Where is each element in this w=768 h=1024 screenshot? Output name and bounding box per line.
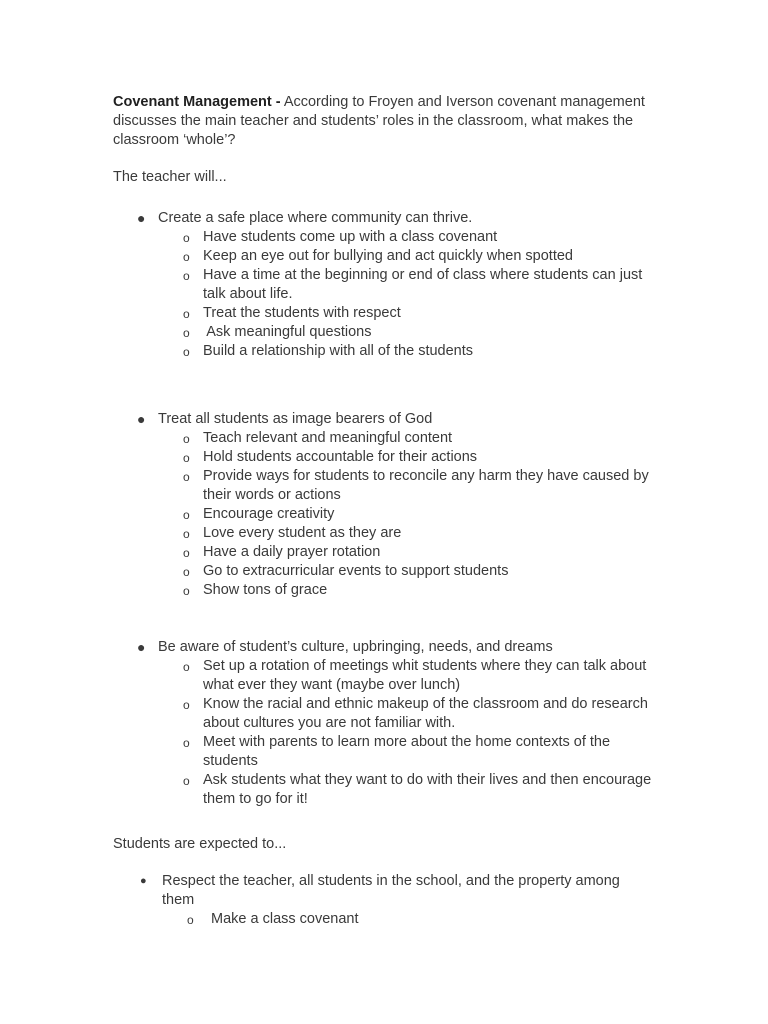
sub-list	[158, 429, 728, 600]
bullet-text: Treat all students as image bearers of God	[158, 411, 433, 427]
sub-item	[183, 342, 653, 361]
sub-list	[162, 910, 642, 929]
sub-item	[183, 771, 653, 809]
teacher-list	[113, 209, 728, 809]
section-heading: Covenant Management -	[113, 94, 281, 110]
sub-item-text: Love every student as they are	[203, 525, 402, 541]
circle-bullet-icon: o	[183, 774, 190, 788]
circle-bullet-icon: o	[183, 546, 190, 560]
sub-item	[183, 266, 653, 304]
teacher-point-2	[113, 410, 728, 600]
intro-text: According to Froyen and Iverson covenant management discusses the main teacher and students’ roles in the classroom, what makes the classroom ‘whole’?	[113, 94, 645, 148]
circle-bullet-icon: o	[183, 231, 190, 245]
circle-bullet-icon: o	[183, 269, 190, 283]
sub-item-text: Ask meaningful questions	[203, 324, 372, 340]
teacher-label: The teacher will...	[113, 169, 227, 185]
teacher-point-3	[113, 638, 728, 809]
sub-item	[183, 657, 653, 695]
sub-item	[183, 323, 653, 342]
circle-bullet-icon: o	[183, 326, 190, 340]
bullet-text: Respect the teacher, all students in the school, and the property among them	[162, 873, 620, 908]
sub-item	[183, 448, 653, 467]
circle-bullet-icon: o	[183, 451, 190, 465]
sub-item	[183, 467, 653, 505]
sub-item-text: Make a class covenant	[207, 911, 359, 927]
sub-item-text: Know the racial and ethnic makeup of the classroom and do research about cultures you are not familiar with.	[203, 696, 648, 731]
sub-item-text: Go to extracurricular events to support students	[203, 563, 509, 579]
sub-item	[183, 505, 653, 524]
sub-item-text: Teach relevant and meaningful content	[203, 430, 453, 446]
sub-item	[183, 695, 653, 733]
circle-bullet-icon: o	[183, 527, 190, 541]
sub-item-text: Provide ways for students to reconcile any harm they have caused by their words or actions	[203, 468, 649, 503]
sub-item-text: Treat the students with respect	[203, 305, 401, 321]
sub-item	[183, 247, 653, 266]
intro-paragraph	[113, 93, 653, 150]
sub-item-text: Ask students what they want to do with their lives and then encourage them to go for it!	[203, 772, 652, 807]
sub-item	[183, 524, 653, 543]
sub-item	[183, 581, 653, 600]
sub-list	[158, 657, 728, 809]
bullet-icon: ●	[140, 875, 147, 887]
bullet-text: Be aware of student’s culture, upbringing, needs, and dreams	[158, 639, 553, 655]
circle-bullet-icon: o	[183, 698, 190, 712]
sub-item-text: Show tons of grace	[203, 582, 328, 598]
sub-item	[187, 910, 657, 929]
circle-bullet-icon: o	[183, 565, 190, 579]
circle-bullet-icon: o	[183, 307, 190, 321]
sub-item-text: Have a daily prayer rotation	[203, 544, 381, 560]
sub-item	[183, 733, 653, 771]
sub-item	[183, 429, 653, 448]
sub-item-text: Hold students accountable for their actions	[203, 449, 478, 465]
sub-item-text: Keep an eye out for bullying and act quickly when spotted	[203, 248, 573, 264]
circle-bullet-icon: o	[183, 508, 190, 522]
circle-bullet-icon: o	[183, 432, 190, 446]
sub-item	[183, 543, 653, 562]
students-label: Students are expected to...	[113, 836, 287, 852]
bullet-text: Create a safe place where community can thrive.	[158, 210, 473, 226]
sub-item	[183, 304, 653, 323]
sub-item-text: Encourage creativity	[203, 506, 335, 522]
circle-bullet-icon: o	[183, 250, 190, 264]
bullet-icon: ●	[137, 210, 146, 226]
circle-bullet-icon: o	[187, 913, 194, 927]
sub-item	[183, 228, 653, 247]
students-list	[113, 872, 728, 929]
circle-bullet-icon: o	[183, 584, 190, 598]
sub-item-text: Set up a rotation of meetings whit students where they can talk about what ever they want (maybe over lunch)	[203, 658, 647, 693]
sub-item-text: Have a time at the beginning or end of class where students can just talk about life.	[203, 267, 643, 302]
teacher-point-1	[113, 209, 728, 361]
sub-item	[183, 562, 653, 581]
circle-bullet-icon: o	[183, 345, 190, 359]
sub-item-text: Meet with parents to learn more about the home contexts of the students	[203, 734, 611, 769]
circle-bullet-icon: o	[183, 660, 190, 674]
bullet-icon: ●	[137, 639, 146, 655]
circle-bullet-icon: o	[183, 736, 190, 750]
sub-item-text: Build a relationship with all of the students	[203, 343, 474, 359]
sub-list	[158, 228, 728, 361]
student-point-1	[113, 872, 642, 929]
bullet-icon: ●	[137, 411, 146, 427]
sub-item-text: Have students come up with a class covenant	[203, 229, 498, 245]
circle-bullet-icon: o	[183, 470, 190, 484]
